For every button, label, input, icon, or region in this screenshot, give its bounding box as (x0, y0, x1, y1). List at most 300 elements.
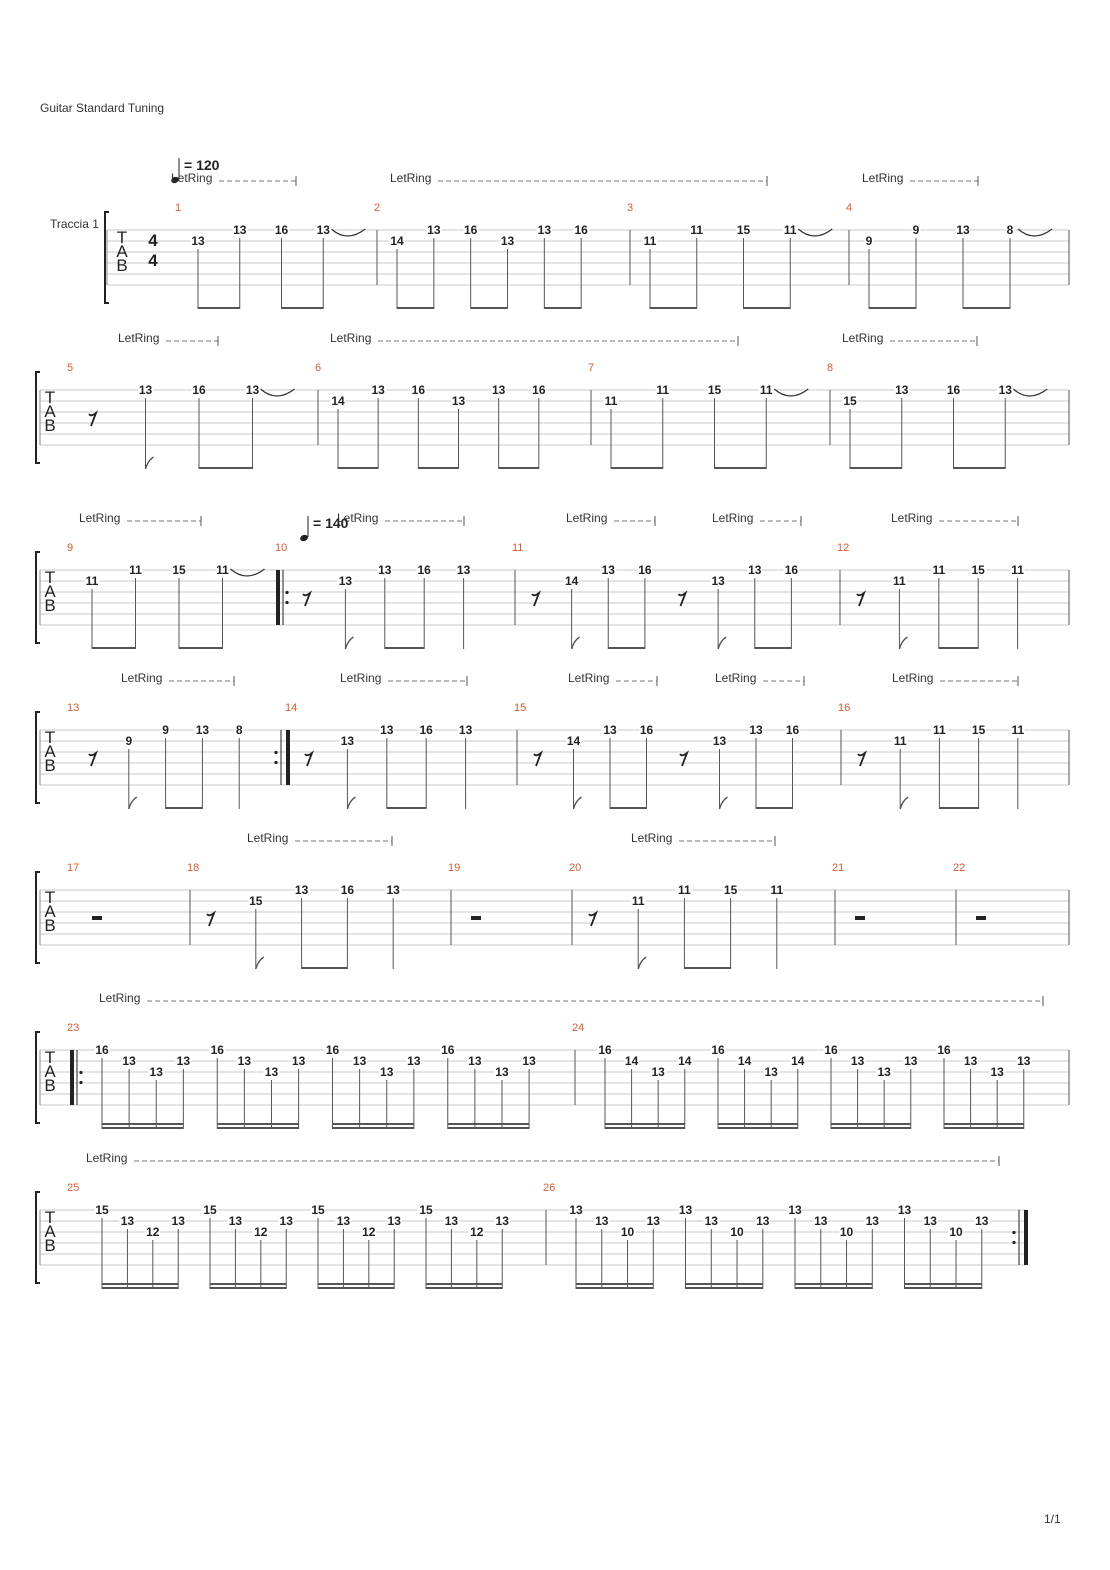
tab-clef-letter: A (116, 242, 128, 261)
fret-number: 13 (371, 383, 385, 397)
fret-number: 11 (759, 383, 773, 397)
fret-number: 11 (932, 563, 946, 577)
quarter-note-icon (299, 534, 309, 542)
fret-number: 16 (824, 1043, 838, 1057)
measure-number: 23 (67, 1022, 80, 1034)
measure-number: 4 (846, 202, 853, 214)
beam (944, 1127, 1024, 1129)
track-name: Traccia 1 (50, 217, 99, 231)
beam (544, 307, 581, 309)
beam (387, 807, 426, 809)
fret-number: 14 (390, 234, 404, 248)
fret-number: 11 (643, 234, 657, 248)
system-bracket (36, 552, 40, 643)
fret-number: 13 (749, 723, 763, 737)
eighth-rest (679, 593, 686, 606)
tab-clef-letter: T (44, 388, 56, 407)
fret-number: 15 (311, 1203, 325, 1217)
fret-number: 10 (949, 1225, 963, 1239)
beam (905, 1283, 982, 1285)
eighth-flag (129, 797, 137, 809)
measure-number: 19 (448, 862, 461, 874)
eighth-rest (532, 593, 539, 606)
fret-number: 13 (380, 1065, 394, 1079)
half-rest (976, 916, 986, 920)
eighth-flag (574, 797, 582, 809)
fret-number: 8 (1006, 223, 1014, 237)
tab-clef-letter: T (44, 728, 56, 747)
fret-number: 16 (463, 223, 478, 237)
eighth-rest (680, 753, 687, 766)
fret-number: 15 (971, 563, 985, 577)
fret-number: 13 (748, 563, 762, 577)
beam (333, 1123, 414, 1125)
fret-number: 11 (893, 574, 906, 588)
fret-number: 13 (176, 1054, 191, 1068)
fret-number: 16 (937, 1043, 951, 1057)
fret-number: 11 (216, 563, 229, 577)
fret-number: 13 (138, 383, 153, 397)
let-ring-label: LetRing (631, 831, 673, 845)
fret-number: 13 (458, 723, 473, 737)
tab-clef-letter: T (44, 1048, 56, 1067)
beam (397, 307, 434, 309)
tab-clef-letter: A (44, 1062, 56, 1081)
tab-clef-letter: A (44, 902, 56, 921)
let-ring-label: LetRing (390, 171, 432, 185)
fret-number: 15 (95, 1203, 109, 1217)
eighth-flag (256, 957, 264, 969)
fret-number: 14 (566, 734, 581, 748)
beam (756, 807, 793, 809)
beam (210, 1283, 286, 1285)
fret-number: 16 (784, 563, 799, 577)
measure-number: 20 (569, 862, 582, 874)
fret-number: 13 (456, 563, 471, 577)
measure-number: 22 (953, 862, 966, 874)
tab-clef-letter: T (116, 228, 128, 247)
beam (333, 1127, 414, 1129)
system-bracket (36, 1192, 40, 1283)
fret-number: 16 (441, 1043, 455, 1057)
fret-number: 11 (678, 883, 691, 897)
fret-number: 13 (444, 1214, 459, 1228)
eighth-rest (207, 913, 214, 926)
tab-clef-letter: B (44, 1076, 56, 1095)
beam (576, 1287, 653, 1289)
fret-number: 16 (785, 723, 800, 737)
fret-number: 16 (598, 1043, 612, 1057)
beam (610, 807, 647, 809)
fret-number: 13 (569, 1203, 583, 1217)
fret-number: 11 (85, 574, 99, 588)
measure-number: 9 (67, 542, 74, 554)
eighth-rest (305, 753, 312, 766)
beam (608, 647, 645, 649)
fret-number: 13 (595, 1214, 609, 1228)
beam (869, 307, 916, 309)
let-ring-label: LetRing (86, 1151, 128, 1165)
fret-number: 13 (386, 883, 400, 897)
measure-number: 6 (315, 362, 322, 374)
beam (605, 1123, 685, 1125)
fret-number: 13 (340, 734, 355, 748)
fret-number: 14 (564, 574, 579, 588)
repeat-start-thick-bar (70, 1050, 74, 1105)
repeat-dot (79, 1071, 82, 1074)
beam (418, 467, 458, 469)
measure-number: 13 (67, 702, 80, 714)
system-bracket (36, 372, 40, 463)
beam (102, 1287, 178, 1289)
fret-number: 12 (146, 1225, 160, 1239)
beam (831, 1123, 911, 1125)
tab-clef-letter: A (44, 1222, 56, 1241)
beam (426, 1287, 502, 1289)
fret-number: 11 (129, 563, 142, 577)
fret-number: 11 (1011, 563, 1024, 577)
time-signature-numerator: 4 (148, 231, 158, 250)
fret-number: 16 (711, 1043, 725, 1057)
beam (611, 467, 663, 469)
beam (102, 1127, 183, 1129)
beam (831, 1127, 911, 1129)
fret-number: 13 (711, 574, 725, 588)
beam (338, 467, 378, 469)
fret-number: 13 (120, 1214, 135, 1228)
fret-number: 13 (451, 394, 466, 408)
beam (102, 1123, 183, 1125)
half-rest (855, 916, 865, 920)
fret-number: 16 (419, 723, 433, 737)
fret-number: 13 (998, 383, 1012, 397)
fret-number: 16 (946, 383, 961, 397)
fret-number: 13 (877, 1065, 891, 1079)
beam (198, 307, 240, 309)
beam (179, 647, 223, 649)
beam (102, 1283, 178, 1285)
fret-number: 13 (427, 223, 441, 237)
tab-clef-letter: B (44, 416, 56, 435)
eighth-flag (718, 637, 726, 649)
repeat-dot (1012, 1241, 1015, 1244)
measure-number: 17 (67, 862, 80, 874)
fret-number: 13 (646, 1214, 660, 1228)
fret-number: 13 (233, 223, 247, 237)
fret-number: 13 (380, 723, 394, 737)
fret-number: 11 (656, 383, 670, 397)
let-ring-label: LetRing (715, 671, 757, 685)
beam (426, 1283, 502, 1285)
tab-clef-letter: B (44, 596, 56, 615)
eighth-rest (857, 593, 864, 606)
tab-clef-letter: B (44, 1236, 56, 1255)
eighth-flag (899, 637, 907, 649)
repeat-dot (285, 601, 288, 604)
fret-number: 13 (678, 1203, 693, 1217)
repeat-dot (274, 751, 277, 754)
fret-number: 9 (162, 723, 169, 737)
fret-number: 13 (279, 1214, 293, 1228)
fret-number: 13 (468, 1054, 482, 1068)
beam (471, 307, 508, 309)
fret-number: 12 (254, 1225, 268, 1239)
fret-number: 13 (712, 734, 727, 748)
measure-number: 10 (275, 542, 288, 554)
measure-number: 15 (514, 702, 527, 714)
beam (385, 647, 424, 649)
let-ring-label: LetRing (118, 331, 160, 345)
fret-number: 11 (893, 734, 907, 748)
beam (686, 1283, 763, 1285)
system-bracket (36, 872, 40, 963)
eighth-rest (534, 753, 541, 766)
fret-number: 13 (491, 383, 506, 397)
fret-number: 13 (537, 223, 552, 237)
fret-number: 13 (500, 234, 515, 248)
eighth-flag (146, 457, 154, 469)
fret-number: 16 (274, 223, 289, 237)
fret-number: 13 (264, 1065, 279, 1079)
eighth-flag (347, 797, 355, 809)
fret-number: 8 (235, 723, 243, 737)
fret-number: 10 (839, 1225, 854, 1239)
let-ring-label: LetRing (891, 511, 933, 525)
fret-number: 13 (149, 1065, 163, 1079)
repeat-end-thick-bar (1024, 1210, 1028, 1265)
measure-number: 7 (588, 362, 595, 374)
fret-number: 13 (651, 1065, 665, 1079)
eighth-flag (900, 797, 908, 809)
fret-number: 13 (378, 563, 392, 577)
measure-number: 1 (175, 202, 182, 214)
fret-number: 16 (411, 383, 426, 397)
fret-number: 9 (912, 223, 920, 237)
fret-number: 12 (470, 1225, 484, 1239)
fret-number: 13 (407, 1054, 421, 1068)
beam (963, 307, 1010, 309)
let-ring-label: LetRing (121, 671, 163, 685)
repeat-dot (285, 591, 288, 594)
eighth-flag (638, 957, 646, 969)
page-number: 1/1 (1044, 1512, 1061, 1526)
beam (684, 967, 730, 969)
let-ring-label: LetRing (330, 331, 372, 345)
fret-number: 14 (678, 1054, 692, 1068)
tab-clef-letter: T (44, 1208, 56, 1227)
measure-number: 25 (67, 1182, 80, 1194)
fret-number: 11 (933, 723, 946, 737)
fret-number: 13 (704, 1214, 718, 1228)
let-ring-label: LetRing (337, 511, 379, 525)
fret-number: 16 (210, 1043, 224, 1057)
fret-number: 14 (791, 1054, 805, 1068)
beam (282, 307, 324, 309)
beam (718, 1123, 798, 1125)
beam (318, 1283, 394, 1285)
fret-number: 10 (730, 1225, 744, 1239)
measure-number: 8 (827, 362, 834, 374)
tuning-label: Guitar Standard Tuning (40, 101, 165, 115)
beam (718, 1127, 798, 1129)
beam (954, 467, 1006, 469)
fret-number: 11 (770, 883, 784, 897)
fret-number: 13 (316, 223, 330, 237)
repeat-end-thick-bar (286, 730, 290, 785)
tab-clef-letter: B (116, 256, 128, 275)
fret-number: 13 (171, 1214, 185, 1228)
fret-number: 11 (604, 394, 618, 408)
let-ring-label: LetRing (568, 671, 610, 685)
repeat-dot (79, 1081, 82, 1084)
fret-number: 16 (639, 723, 654, 737)
beam (650, 307, 697, 309)
fret-number: 16 (638, 563, 652, 577)
measure-number: 24 (572, 1022, 585, 1034)
fret-number: 11 (1011, 723, 1025, 737)
repeat-start-thick-bar (276, 570, 280, 625)
let-ring-label: LetRing (247, 831, 289, 845)
half-rest (92, 916, 102, 920)
fret-number: 16 (574, 223, 588, 237)
beam (199, 467, 253, 469)
beam (448, 1127, 529, 1129)
repeat-dot (274, 761, 277, 764)
tab-clef-letter: A (44, 582, 56, 601)
beam (715, 467, 767, 469)
fret-number: 9 (865, 234, 873, 248)
fret-number: 16 (417, 563, 431, 577)
fret-number: 13 (788, 1203, 802, 1217)
let-ring-label: LetRing (79, 511, 121, 525)
eighth-flag (572, 637, 580, 649)
tempo-marking: = 140 (313, 515, 349, 531)
fret-number: 13 (495, 1214, 509, 1228)
let-ring-label: LetRing (99, 991, 141, 1005)
fret-number: 13 (522, 1054, 536, 1068)
beam (850, 467, 902, 469)
beam (448, 1123, 529, 1125)
fret-number: 16 (192, 383, 206, 397)
eighth-rest (89, 413, 96, 426)
fret-number: 13 (1017, 1054, 1031, 1068)
beam (217, 1127, 298, 1129)
fret-number: 15 (736, 223, 751, 237)
beam (576, 1283, 653, 1285)
eighth-flag (720, 797, 728, 809)
fret-number: 13 (495, 1065, 509, 1079)
beam (499, 467, 539, 469)
fret-number: 13 (895, 383, 909, 397)
let-ring-label: LetRing (842, 331, 884, 345)
fret-number: 16 (95, 1043, 109, 1057)
fret-number: 13 (814, 1214, 828, 1228)
fret-number: 16 (325, 1043, 340, 1057)
measure-number: 14 (285, 702, 298, 714)
fret-number: 13 (963, 1054, 978, 1068)
fret-number: 11 (690, 223, 704, 237)
eighth-rest (858, 753, 865, 766)
fret-number: 10 (620, 1225, 635, 1239)
fret-number: 13 (387, 1214, 401, 1228)
measure-number: 18 (187, 862, 200, 874)
fret-number: 13 (756, 1214, 770, 1228)
fret-number: 13 (237, 1054, 252, 1068)
fret-number: 13 (291, 1054, 306, 1068)
eighth-rest (589, 913, 596, 926)
fret-number: 13 (865, 1214, 879, 1228)
fret-number: 13 (975, 1214, 989, 1228)
system-bracket (36, 712, 40, 803)
tempo-marking: = 120 (184, 157, 220, 173)
fret-number: 15 (249, 894, 263, 908)
fret-number: 11 (631, 894, 645, 908)
beam (795, 1283, 872, 1285)
let-ring-label: LetRing (566, 511, 608, 525)
beam (795, 1287, 872, 1289)
eighth-flag (345, 637, 353, 649)
fret-number: 13 (923, 1214, 937, 1228)
beam (605, 1127, 685, 1129)
fret-number: 13 (245, 383, 260, 397)
fret-number: 14 (331, 394, 345, 408)
fret-number: 15 (419, 1203, 433, 1217)
fret-number: 9 (125, 734, 133, 748)
fret-number: 13 (352, 1054, 367, 1068)
let-ring-label: LetRing (862, 171, 904, 185)
let-ring-label: LetRing (171, 171, 213, 185)
beam (166, 807, 203, 809)
fret-number: 12 (362, 1225, 376, 1239)
fret-number: 13 (904, 1054, 918, 1068)
fret-number: 13 (764, 1065, 778, 1079)
measure-number: 11 (512, 542, 524, 554)
eighth-rest (89, 753, 96, 766)
beam (686, 1287, 763, 1289)
fret-number: 13 (990, 1065, 1004, 1079)
fret-number: 13 (897, 1203, 912, 1217)
measure-number: 5 (67, 362, 74, 374)
measure-number: 3 (627, 202, 634, 214)
fret-number: 15 (172, 563, 186, 577)
tab-clef-letter: B (44, 756, 56, 775)
tab-clef-letter: A (44, 742, 56, 761)
fret-number: 13 (336, 1214, 351, 1228)
fret-number: 15 (707, 383, 722, 397)
tab-clef-letter: T (44, 888, 56, 907)
fret-number: 15 (203, 1203, 217, 1217)
fret-number: 11 (783, 223, 797, 237)
fret-number: 13 (603, 723, 617, 737)
let-ring-label: LetRing (340, 671, 382, 685)
beam (939, 807, 978, 809)
fret-number: 16 (340, 883, 355, 897)
beam (905, 1287, 982, 1289)
time-signature-denominator: 4 (148, 251, 158, 270)
measure-number: 16 (838, 702, 851, 714)
measure-number: 26 (543, 1182, 556, 1194)
eighth-rest (303, 593, 310, 606)
fret-number: 14 (624, 1054, 639, 1068)
fret-number: 15 (971, 723, 986, 737)
tab-clef-letter: B (44, 916, 56, 935)
beam (210, 1287, 286, 1289)
fret-number: 15 (843, 394, 857, 408)
fret-number: 13 (195, 723, 210, 737)
repeat-dot (1012, 1231, 1015, 1234)
tab-clef-letter: T (44, 568, 56, 587)
fret-number: 14 (737, 1054, 752, 1068)
